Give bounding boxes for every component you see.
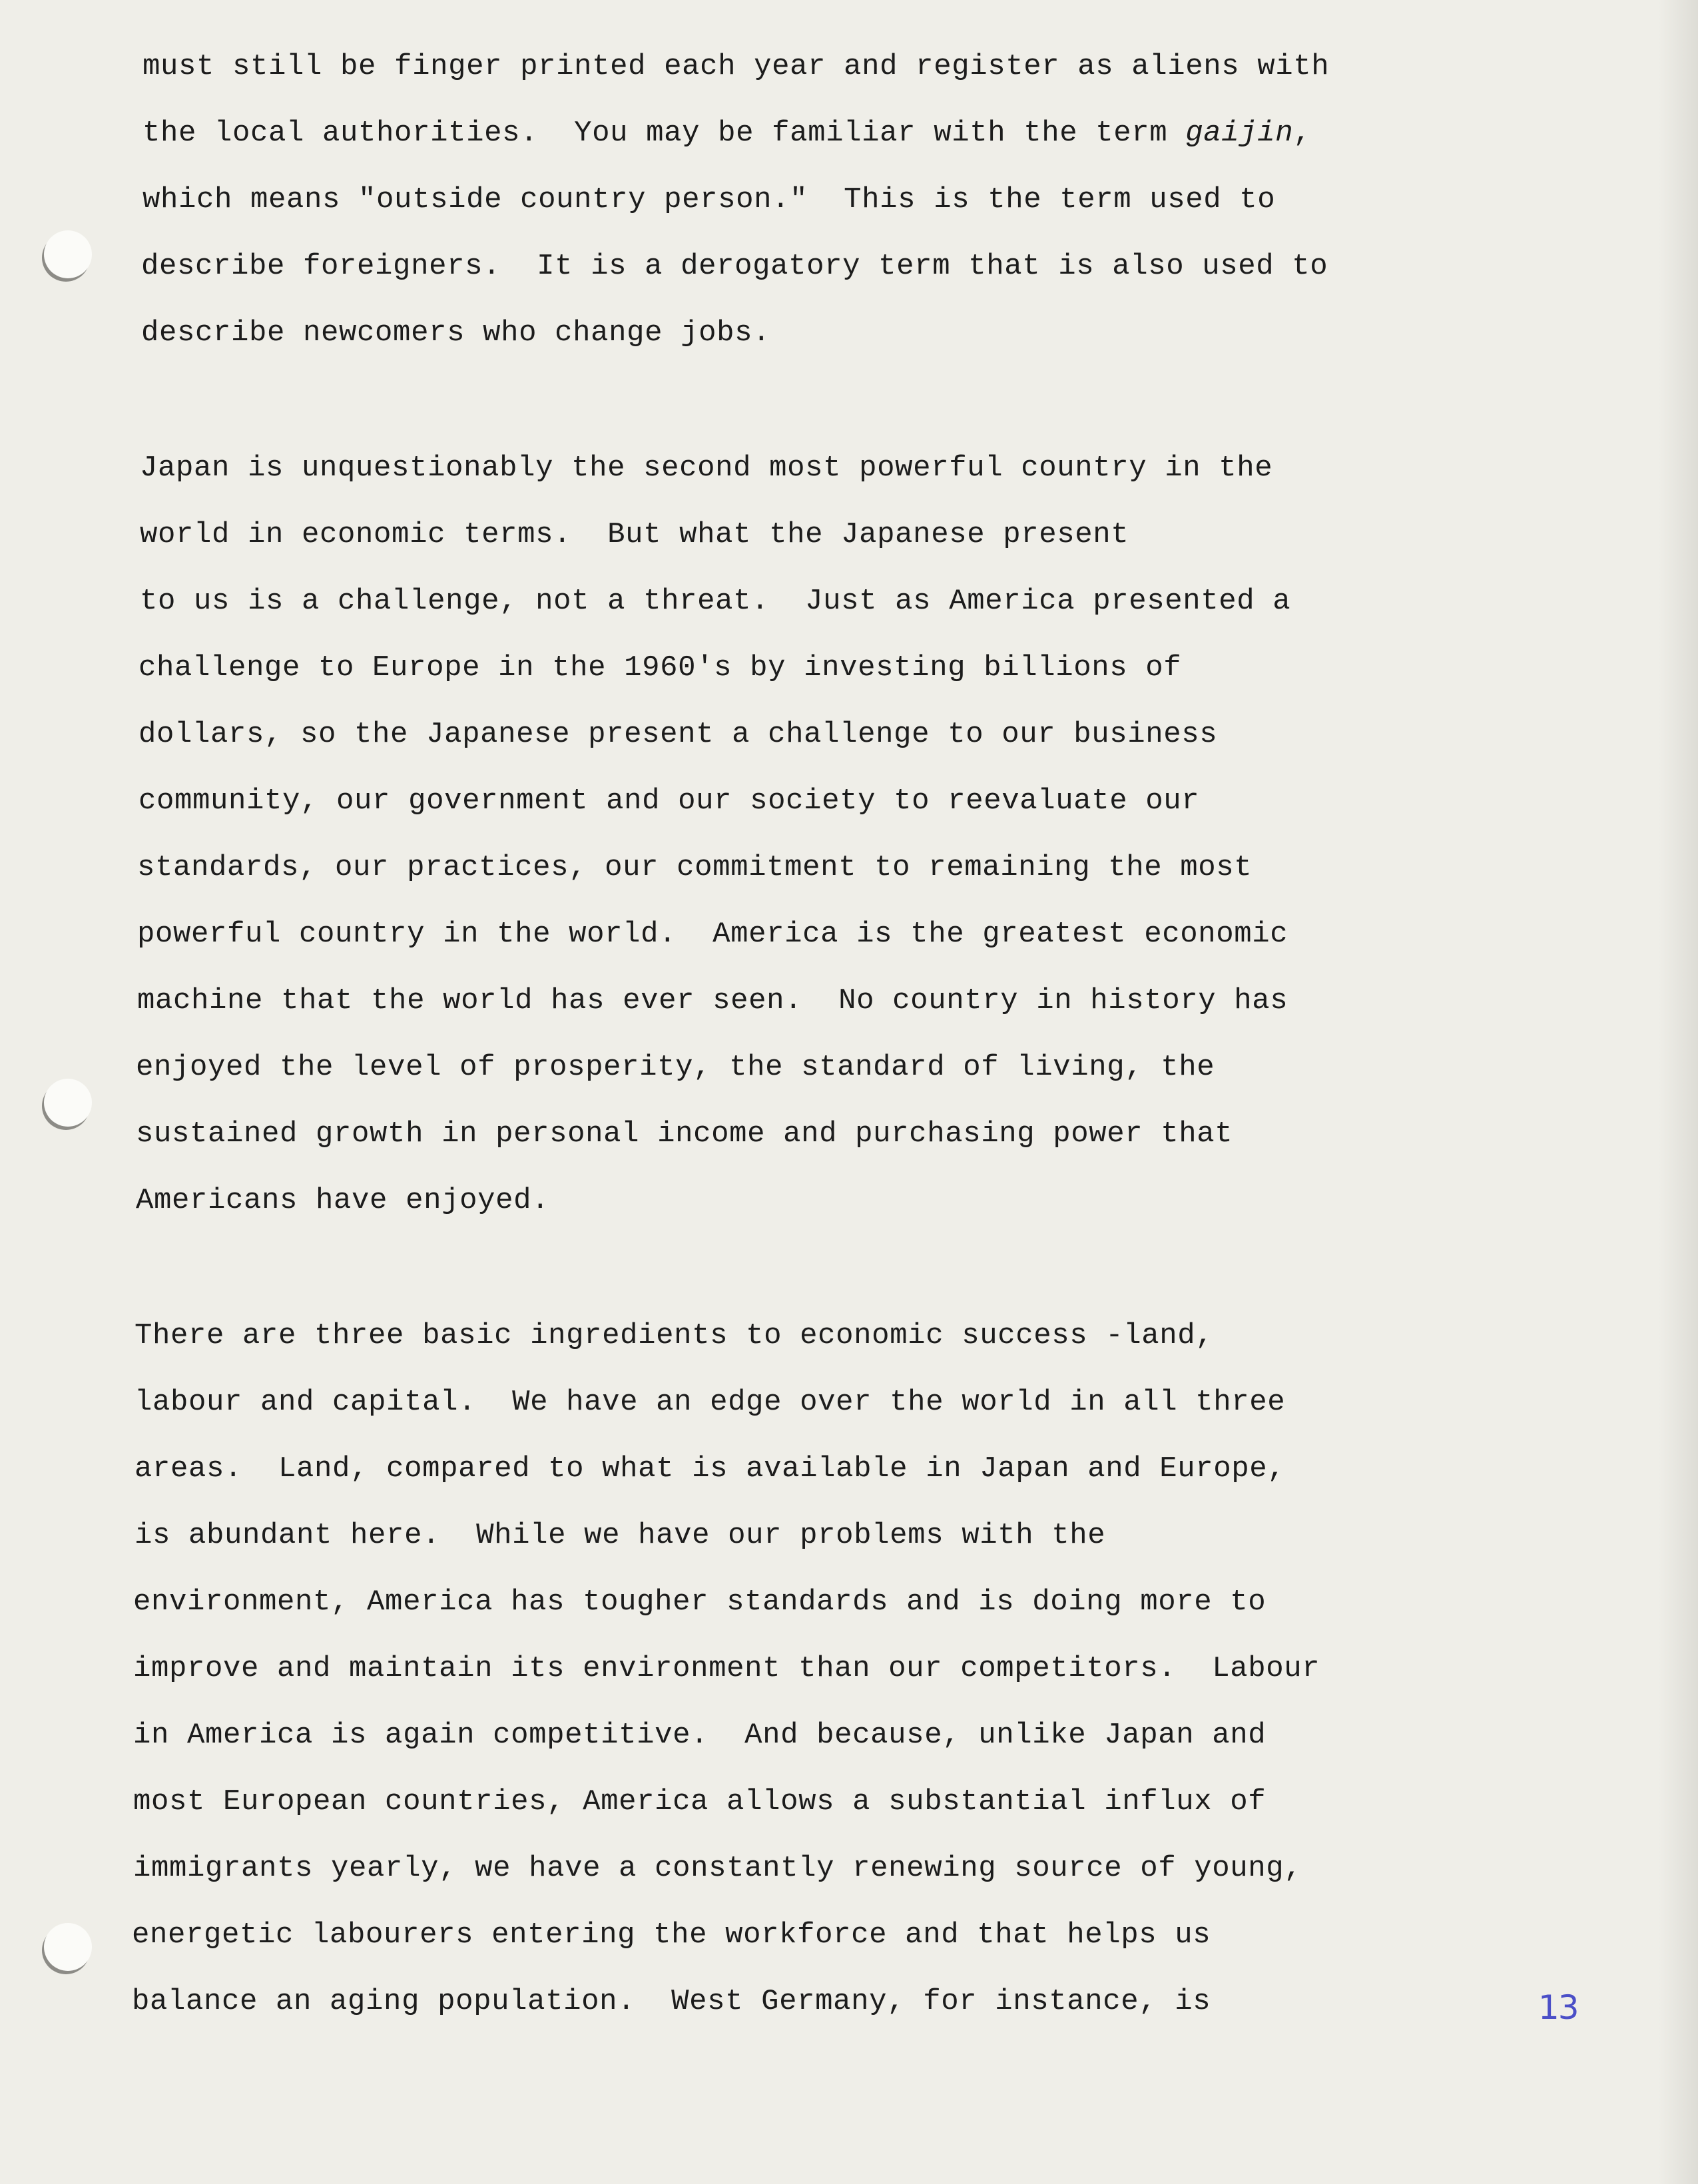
- paragraph-2-line-9: machine that the world has ever seen. No country in history has: [137, 984, 1288, 1017]
- paragraph-2-line-5: dollars, so the Japanese present a challenge to our business: [139, 718, 1218, 751]
- gaijin-term-comma: ,: [1293, 117, 1312, 150]
- paragraph-2-line-12: Americans have enjoyed.: [136, 1184, 550, 1217]
- paragraph-2-line-10: enjoyed the level of prosperity, the standard of living, the: [136, 1051, 1215, 1084]
- paragraph-2-line-7: standards, our practices, our commitment to remaining the most: [137, 851, 1253, 884]
- paragraph-2-line-6: community, our government and our society to reevaluate our: [139, 784, 1200, 818]
- paragraph-1-line-5: describe newcomers who change jobs.: [141, 316, 771, 350]
- paragraph-1-line-2-text: the local authorities. You may be familiar with the term: [142, 117, 1186, 150]
- page-edge-shadow: [1658, 0, 1698, 2184]
- paragraph-3-line-5: environment, America has tougher standards and is doing more to: [133, 1585, 1267, 1619]
- paragraph-2-line-1: Japan is unquestionably the second most powerful country in the: [140, 451, 1273, 485]
- paragraph-2-line-11: sustained growth in personal income and purchasing power that: [136, 1117, 1233, 1151]
- handwritten-page-number: 13: [1538, 1988, 1578, 2027]
- paragraph-3-line-6: improve and maintain its environment than our competitors. Labour: [133, 1652, 1320, 1685]
- binder-hole-middle: [44, 1079, 92, 1127]
- paragraph-3-line-1: There are three basic ingredients to economic success -land,: [135, 1319, 1214, 1352]
- paragraph-3-line-8: most European countries, America allows a substantial influx of: [133, 1785, 1267, 1818]
- paragraph-2-line-8: powerful country in the world. America is the greatest economic: [137, 918, 1288, 951]
- paragraph-3-line-4: is abundant here. While we have our problems with the: [135, 1519, 1106, 1552]
- binder-hole-bottom: [44, 1923, 92, 1971]
- paragraph-3-line-7: in America is again competitive. And because, unlike Japan and: [133, 1719, 1267, 1752]
- paragraph-3-line-2: labour and capital. We have an edge over the world in all three: [135, 1386, 1286, 1419]
- paragraph-3-line-9: immigrants yearly, we have a constantly renewing source of young,: [133, 1852, 1302, 1885]
- paragraph-2-line-4: challenge to Europe in the 1960's by investing billions of: [139, 651, 1182, 684]
- paragraph-1-line-2: [142, 115, 1311, 152]
- paragraph-3-line-10: energetic labourers entering the workforce and that helps us: [132, 1918, 1211, 1952]
- paragraph-3-line-3: areas. Land, compared to what is available in Japan and Europe,: [135, 1452, 1286, 1486]
- paragraph-2-line-3: to us is a challenge, not a threat. Just as America presented a: [140, 585, 1291, 618]
- paragraph-1-line-4: describe foreigners. It is a derogatory term that is also used to: [141, 250, 1328, 283]
- paragraph-1-line-3: which means "outside country person." This is the term used to: [142, 183, 1276, 216]
- paragraph-1-line-1: must still be finger printed each year and register as aliens with: [142, 50, 1330, 83]
- binder-hole-top: [44, 230, 92, 278]
- paragraph-3-line-11: balance an aging population. West Germany, for instance, is: [132, 1985, 1211, 2018]
- paragraph-2-line-2: world in economic terms. But what the Japanese present: [140, 518, 1129, 551]
- gaijin-term: gaijin: [1185, 117, 1294, 150]
